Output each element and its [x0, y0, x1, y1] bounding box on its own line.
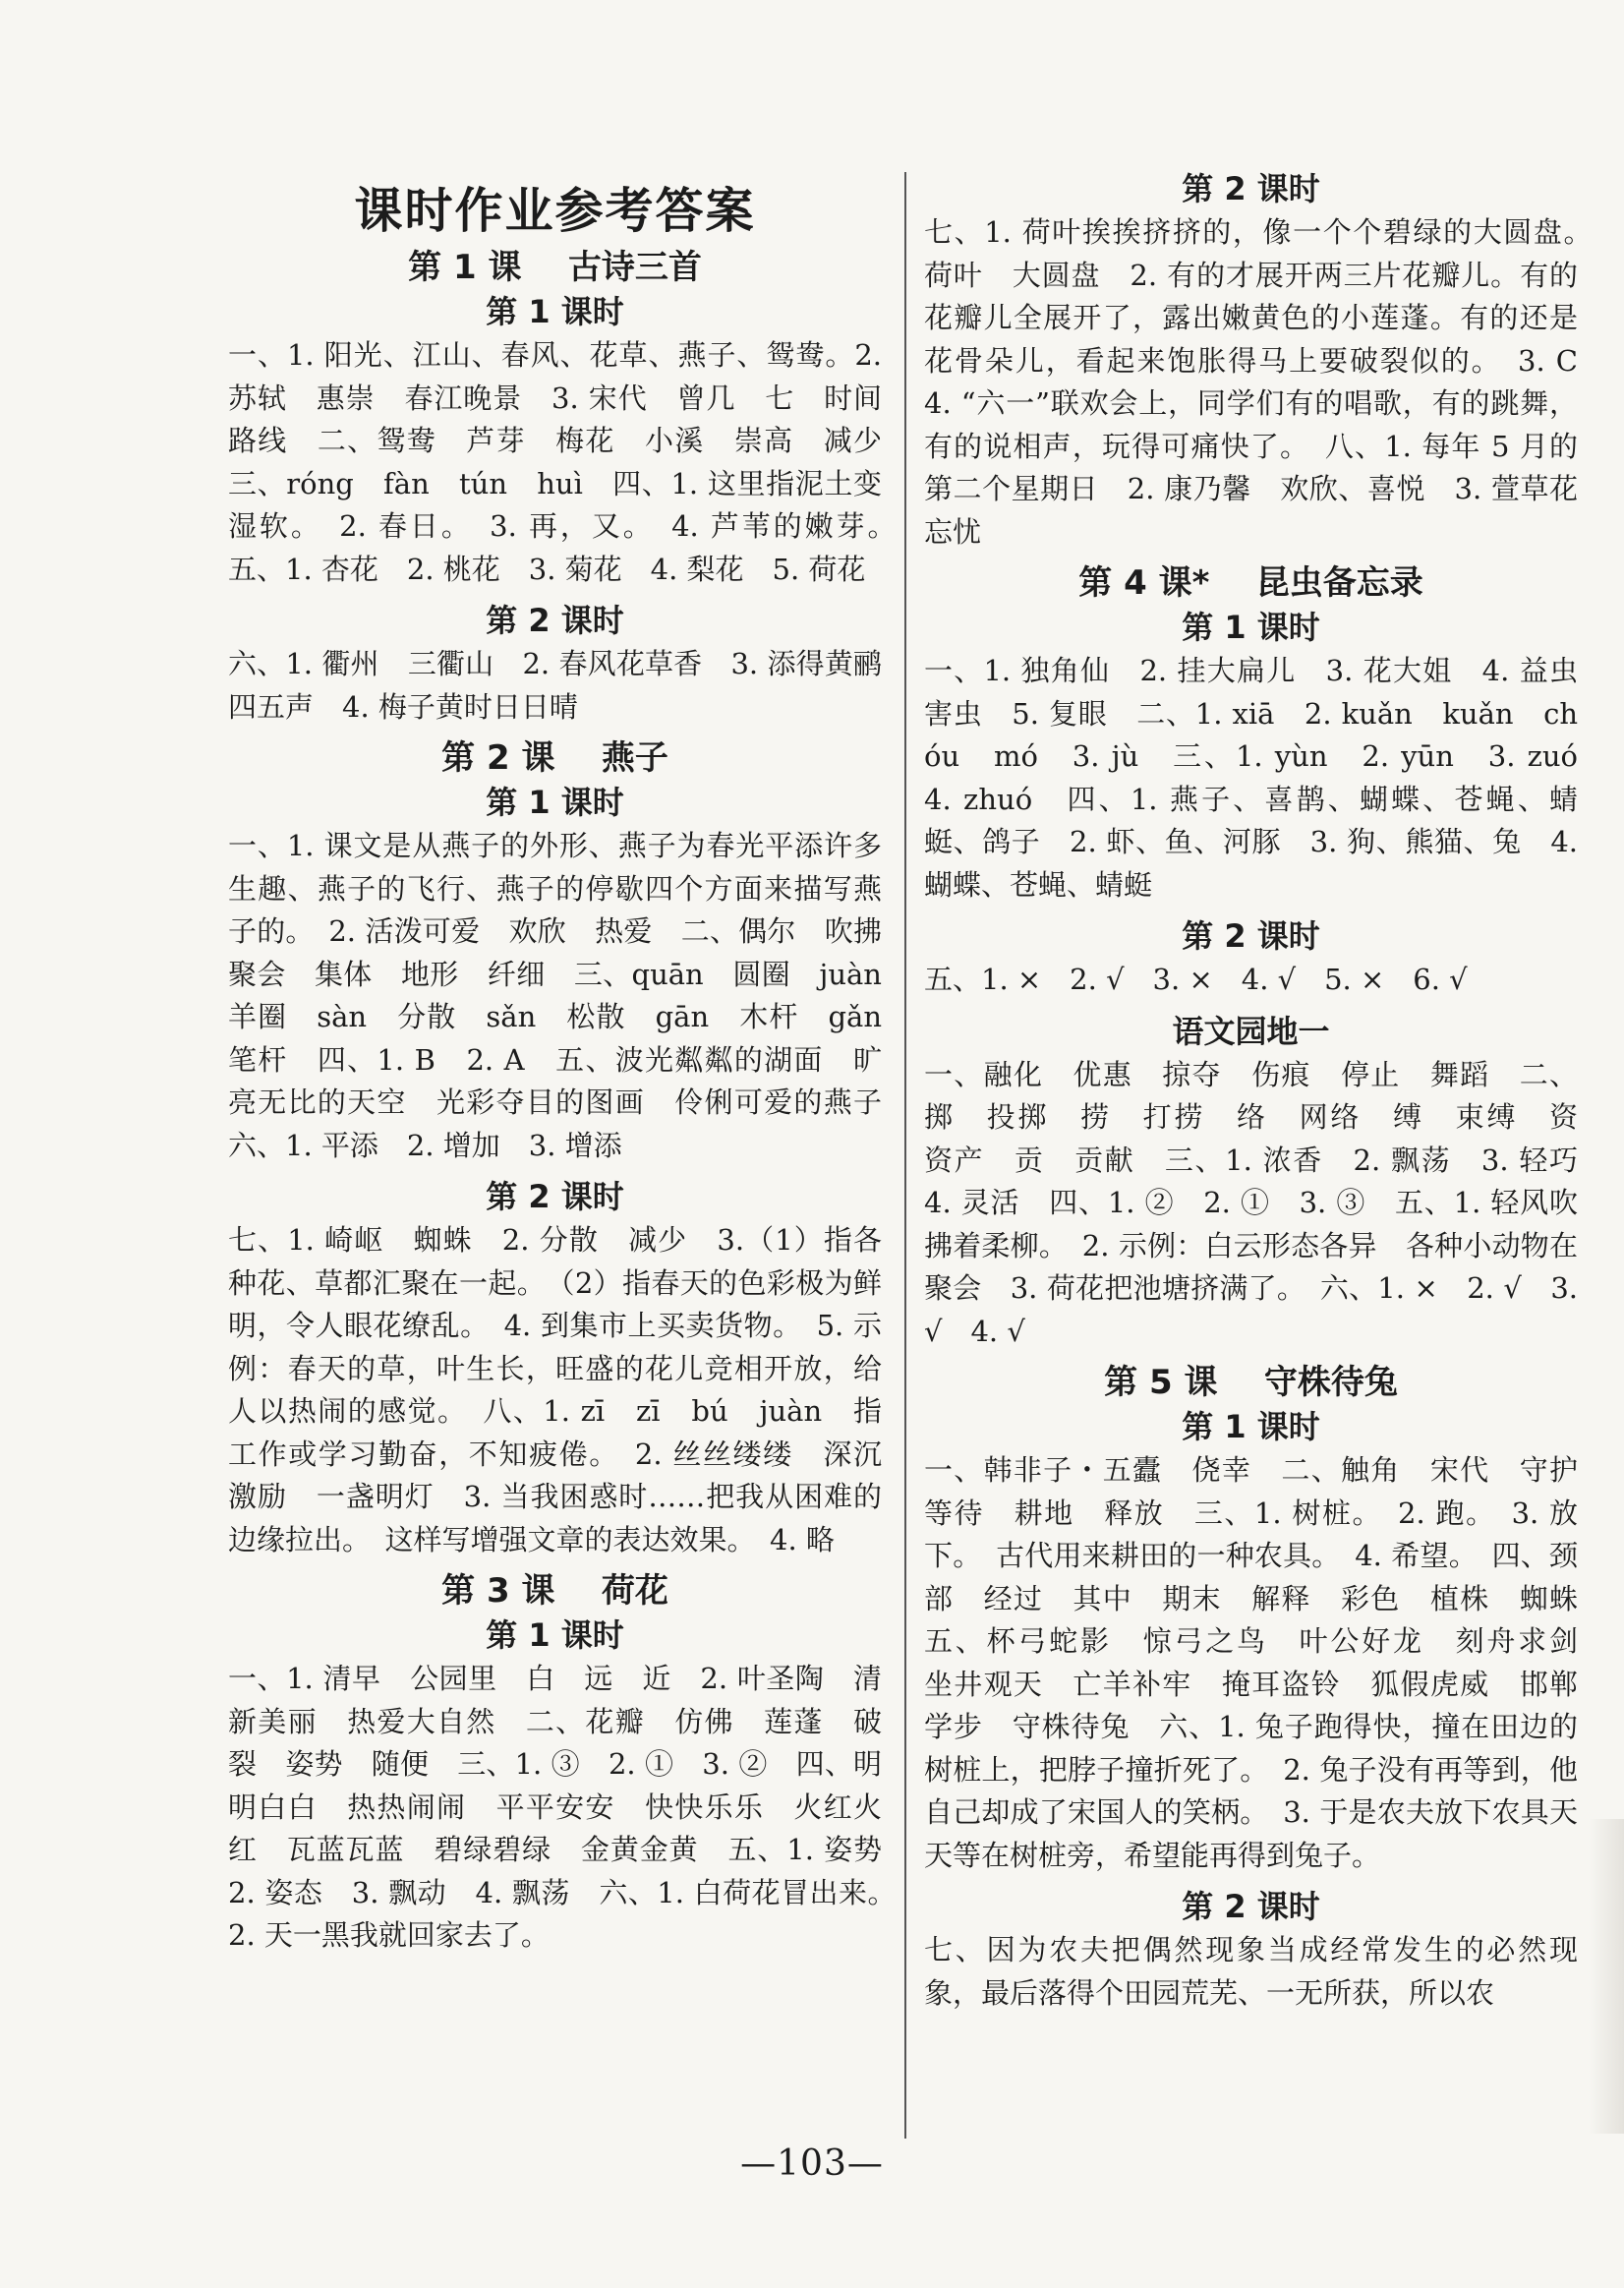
- section-heading: 第 2 课时: [1182, 170, 1320, 207]
- answer-paragraph: 五、1. × 2. √ 3. × 4. √ 5. × 6. √: [924, 963, 1468, 996]
- page-number: —103—: [740, 2143, 884, 2184]
- section-heading: 第 1 课时: [486, 1616, 624, 1654]
- section-heading: 第 1 课时: [1182, 609, 1320, 646]
- spacer: [228, 1167, 882, 1175]
- section-heading: 第 2 课时: [486, 602, 624, 639]
- spacer: [228, 591, 882, 599]
- lesson-heading: 第 3 课 荷花: [441, 1571, 668, 1611]
- right-column: [924, 167, 1607, 2023]
- answer-paragraph: 七、1. 崎岖 蜘蛛 2. 分散 减少 3.（1）指各种花、草都汇聚在一起。 （2）指春天的色彩极为鲜明，令人眼花缭乱。 4. 到集市上买卖货物。 5. 示例：春天的草，叶生长，旺盛的花儿竞相开放，给人以热闹的感觉。 八、1. zī zī bú juàn 指工作或学习勤奋，不知疲倦。 2. 丝丝缕缕 深沉 激励 一盏明灯 3. 当我困惑时……把我从困难的边缘拉出。 这样写增强文章的表达效果。 4. 略: [228, 1223, 911, 1556]
- spacer: [924, 1353, 1578, 1361]
- page-title: 课时作业参考答案: [354, 183, 756, 239]
- left-column: [228, 165, 911, 1965]
- answer-paragraph: 一、1. 课文是从燕子的外形、燕子为春光平添许多生趣、燕子的飞行、燕子的停歇四个方面来描写燕子的。 2. 活泼可爱 欢欣 热爱 二、偶尔 吹拂 聚会 集体 地形 纤细 三、quān 圆圈 juàn 羊圈 sàn 分散 sǎn 松散 gān 木杆 gǎn 笔杆 四、1. B 2. A 五、波光粼粼的湖面 旷亮无比的天空 光彩夺目的图画 伶俐可爱的燕子 六、1. 平添 2. 增加 3. 增添: [228, 829, 911, 1162]
- spacer: [924, 907, 1578, 914]
- spacer: [228, 1958, 882, 1965]
- right-flow: [924, 167, 1607, 2023]
- answer-paragraph: 一、融化 优惠 掠夺 伤痕 停止 舞蹈 二、掷 投掷 捞 打捞 络 网络 缚 束缚 资 资产 贡 贡献 三、1. 浓香 2. 飘荡 3. 轻巧 4. 灵活 四、1. ② 2. ① 3. ③ 五、1. 轻风吹拂着柔柳。 2. 示例：白云形态各异 各种小动物在聚会 3. 荷花把池塘挤满了。 六、1. × 2. √ 3. √ 4. √: [924, 1057, 1607, 1348]
- left-flow: [228, 246, 911, 1965]
- spacer: [924, 2015, 1578, 2023]
- section-heading: 第 2 课时: [1182, 1888, 1320, 1925]
- answer-paragraph: 七、因为农夫把偶然现象当成经常发生的必然现象，最后落得个田园荒芜、一无所获，所以农: [924, 1933, 1578, 2010]
- answer-paragraph: 七、1. 荷叶挨挨挤挤的，像一个个碧绿的大圆盘。 荷叶 大圆盘 2. 有的才展开两三片花瓣儿。有的花瓣儿全展开了，露出嫩黄色的小莲蓬。有的还是花骨朵儿，看起来饱胀得马上要破裂似的。 3. C 4. “六一”联欢会上，同学们有的唱歌，有的跳舞，有的说相声，玩得可痛快了。 八、1. 每年 5 月的第二个星期日 2. 康乃馨 欢欣、喜悦 3. 萱草花 忘忧: [924, 215, 1607, 549]
- answer-paragraph: 一、1. 阳光、江山、春风、花草、燕子、鸳鸯。2. 苏轼 惠崇 春江晚景 3. 宋代 曾几 七 时间 路线 二、鸳鸯 芦芽 梅花 小溪 崇高 减少 三、róng fàn tún huì 四、1. 这里指泥土变湿软。 2. 春日。 3. 再，又。 4. 芦苇的嫩芽。 五、1. 杏花 2. 桃花 3. 菊花 4. 梨花 5. 荷花: [228, 338, 911, 586]
- page-edge-shadow: [1589, 1819, 1624, 2134]
- section-heading: 第 1 课时: [1182, 1408, 1320, 1445]
- section-heading: 第 2 课时: [1182, 917, 1320, 955]
- spacer: [924, 554, 1578, 561]
- section-heading: 第 1 课时: [486, 293, 624, 330]
- spacer: [924, 1002, 1578, 1010]
- lesson-heading: 第 4 课* 昆虫备忘录: [1078, 563, 1423, 603]
- lesson-heading: 第 2 课 燕子: [441, 738, 668, 778]
- spacer: [228, 1561, 882, 1569]
- answer-paragraph: 六、1. 衢州 三衢山 2. 春风花草香 3. 添得黄鹂四五声 4. 梅子黄时日日晴: [228, 647, 882, 724]
- lesson-heading: 第 1 课 古诗三首: [408, 248, 702, 287]
- answer-paragraph: 一、1. 清早 公园里 白 远 近 2. 叶圣陶 清新美丽 热爱大自然 二、花瓣 仿佛 莲蓬 破裂 姿势 随便 三、1. ③ 2. ① 3. ② 四、明明白白 热热闹闹 平平安安 快快乐乐 火红火红 瓦蓝瓦蓝 碧绿碧绿 金黄金黄 五、1. 姿势 2. 姿态 3. 飘动 4. 飘荡 六、1. 白荷花冒出来。 2. 天一黑我就回家去了。: [228, 1662, 911, 1952]
- section-heading: 第 2 课时: [486, 1178, 624, 1215]
- section-heading: 语文园地一: [1172, 1012, 1330, 1050]
- spacer: [924, 1877, 1578, 1885]
- spacer: [228, 729, 882, 736]
- answer-paragraph: 一、韩非子・五蠹 侥幸 二、触角 宋代 守护 等待 耕地 释放 三、1. 树桩。 2. 跑。 3. 放下。 古代用来耕田的一种农具。 4. 希望。 四、颈部 经过 其中 期末 解释 彩色 植株 蜘蛛 五、杯弓蛇影 惊弓之鸟 叶公好龙 刻舟求剑 坐井观天 亡羊补牢 掩耳盗铃 狐假虎威 邯郸学步 守株待兔 六、1. 兔子跑得快，撞在田边的树桩上，把脖子撞折死了。 2. 兔子没有再等到，他自己却成了宋国人的笑柄。 3. 于是农夫放下农具天天等在树桩旁，希望能再得到兔子。: [924, 1453, 1607, 1872]
- lesson-heading: 第 5 课 守株待兔: [1104, 1363, 1398, 1402]
- answer-paragraph: 一、1. 独角仙 2. 挂大扁儿 3. 花大姐 4. 益虫 害虫 5. 复眼 二、1. xiā 2. kuǎn kuǎn chóu mó 3. jù 三、1. yùn 2. yūn 3. zuó 4. zhuó 四、1. 燕子、喜鹊、蝴蝶、苍蝇、蜻蜓、鸽子 2. 虾、鱼、河豚 3. 狗、熊猫、兔 4. 蝴蝶、苍蝇、蜻蜓: [924, 654, 1607, 902]
- section-heading: 第 1 课时: [486, 784, 624, 821]
